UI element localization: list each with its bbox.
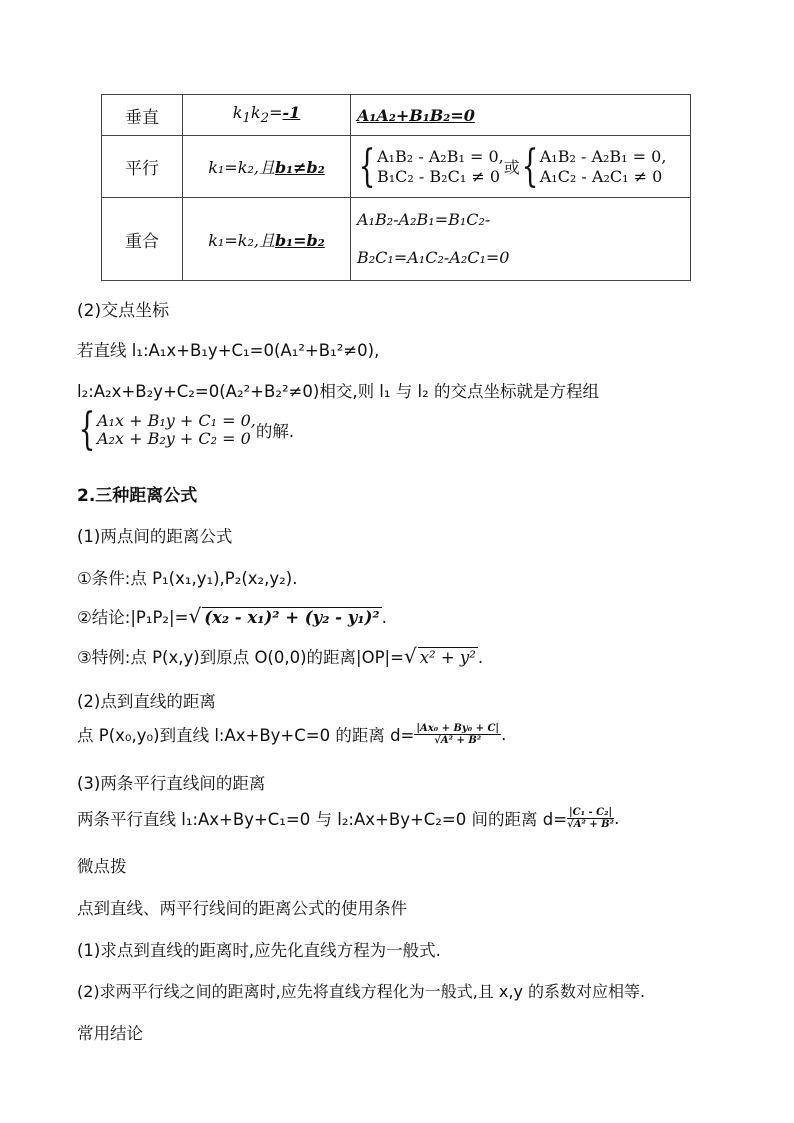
slope-condition: $k_1k_2=-1$ bbox=[183, 95, 351, 136]
section-heading: (2)交点坐标 bbox=[77, 301, 170, 321]
text-line: 若直线 l₁:A₁x+B₁y+C₁=0(A₁²+B₁²≠0), bbox=[77, 341, 380, 360]
tips-title: 点到直线、两平行线间的距离公式的使用条件 bbox=[77, 899, 407, 918]
text-line: ①条件:点 P₁(x₁,y₁),P₂(x₂,y₂). bbox=[77, 569, 298, 588]
distance-fraction: $\frac{\text{|C₁ - C₂|}}{\text{√A² + B²}}$ bbox=[567, 806, 615, 830]
radicand: x² + y² bbox=[419, 648, 476, 667]
text-line: ③特例:点 P(x,y)到原点 O(0,0)的距离|OP|=√ x² + y² . bbox=[77, 644, 484, 668]
tips-item: (2)求两平行线之间的距离时,应先将直线方程化为一般式,且 x,y 的系数对应相等. bbox=[77, 982, 646, 1001]
text-line: 两条平行直线 l₁:Ax+By+C₁=0 与 l₂:Ax+By+C₂=0 间的距离 d= $\frac{\text{|C₁ - C₂|}}{\text{√A² + B²}}$ . bbox=[77, 806, 620, 830]
coef-answer: A₁A₂+B₁B₂=0 bbox=[357, 105, 475, 125]
table-row bbox=[102, 136, 691, 198]
row-label: 垂直 bbox=[102, 95, 183, 136]
distance-fraction: $\frac{\text{|Ax₀ + By₀ + C|}}{\text{√A² + B²}}$ bbox=[416, 722, 500, 746]
section-heading: 2.三种距离公式 bbox=[77, 486, 198, 506]
subsection-heading: (1)两点间的距离公式 bbox=[77, 527, 233, 546]
text-line: l₂:A₂x+B₂y+C₂=0(A₂²+B₂²≠0)相交,则 l₁ 与 l₂ 的交点坐标就是方程组 bbox=[77, 382, 599, 401]
tips-item: (1)求点到直线的距离时,应先化直线方程为一般式. bbox=[77, 941, 441, 960]
text-line: 点 P(x₀,y₀)到直线 l:Ax+By+C=0 的距离 d= $\frac{\text{|Ax₀ + By₀ + C|}}{\text{√A² + B²}}$ . bbox=[77, 722, 507, 746]
equation-system: A₁B₂ - A₂B₁ = 0, B₁C₂ - B₂C₁ ≠ 0 bbox=[377, 146, 504, 186]
left-brace-icon: { bbox=[78, 404, 96, 455]
table-row bbox=[102, 95, 691, 136]
row-label: 重合 bbox=[102, 198, 183, 281]
slope-answer: -1 bbox=[282, 103, 301, 123]
subsection-heading: (2)点到直线的距离 bbox=[77, 692, 216, 711]
equation-system: A₁x + B₁y + C₁ = 0, A₂x + B₂y + C₂ = 0 bbox=[97, 411, 256, 448]
equation-block: { A₁x + B₁y + C₁ = 0, A₂x + B₂y + C₂ = 0 的解. bbox=[78, 404, 295, 455]
equation-system: A₁B₂ - A₂B₁ = 0, A₁C₂ - A₂C₁ ≠ 0 bbox=[539, 146, 667, 186]
table-row bbox=[102, 198, 691, 281]
slope-answer: b₁≠b₂ bbox=[274, 158, 325, 177]
coef-condition bbox=[351, 95, 691, 136]
coef-condition bbox=[351, 136, 691, 198]
tips-heading: 微点拨 bbox=[77, 857, 127, 876]
slope-condition: k₁=k₂,且b₁≠b₂ bbox=[183, 136, 351, 198]
row-label: 平行 bbox=[102, 136, 183, 198]
line-relation-table bbox=[101, 94, 691, 281]
left-brace-icon: { bbox=[521, 140, 539, 192]
subsection-heading: (3)两条平行直线间的距离 bbox=[77, 774, 266, 793]
footer-heading: 常用结论 bbox=[77, 1024, 143, 1043]
coef-condition: A₁B₂-A₂B₁=B₁C₂- B₂C₁=A₁C₂-A₂C₁=0 bbox=[351, 198, 691, 281]
or-text: 或 bbox=[503, 158, 520, 177]
radicand: (x₂ - x₁)² + (y₂ - y₁)² bbox=[204, 608, 380, 627]
text-line: ②结论:|P₁P₂|=√ (x₂ - x₁)² + (y₂ - y₁)² . bbox=[77, 604, 387, 628]
left-brace-icon: { bbox=[358, 140, 376, 192]
slope-condition: k₁=k₂,且b₁=b₂ bbox=[183, 198, 351, 281]
slope-answer: b₁=b₂ bbox=[274, 230, 325, 250]
